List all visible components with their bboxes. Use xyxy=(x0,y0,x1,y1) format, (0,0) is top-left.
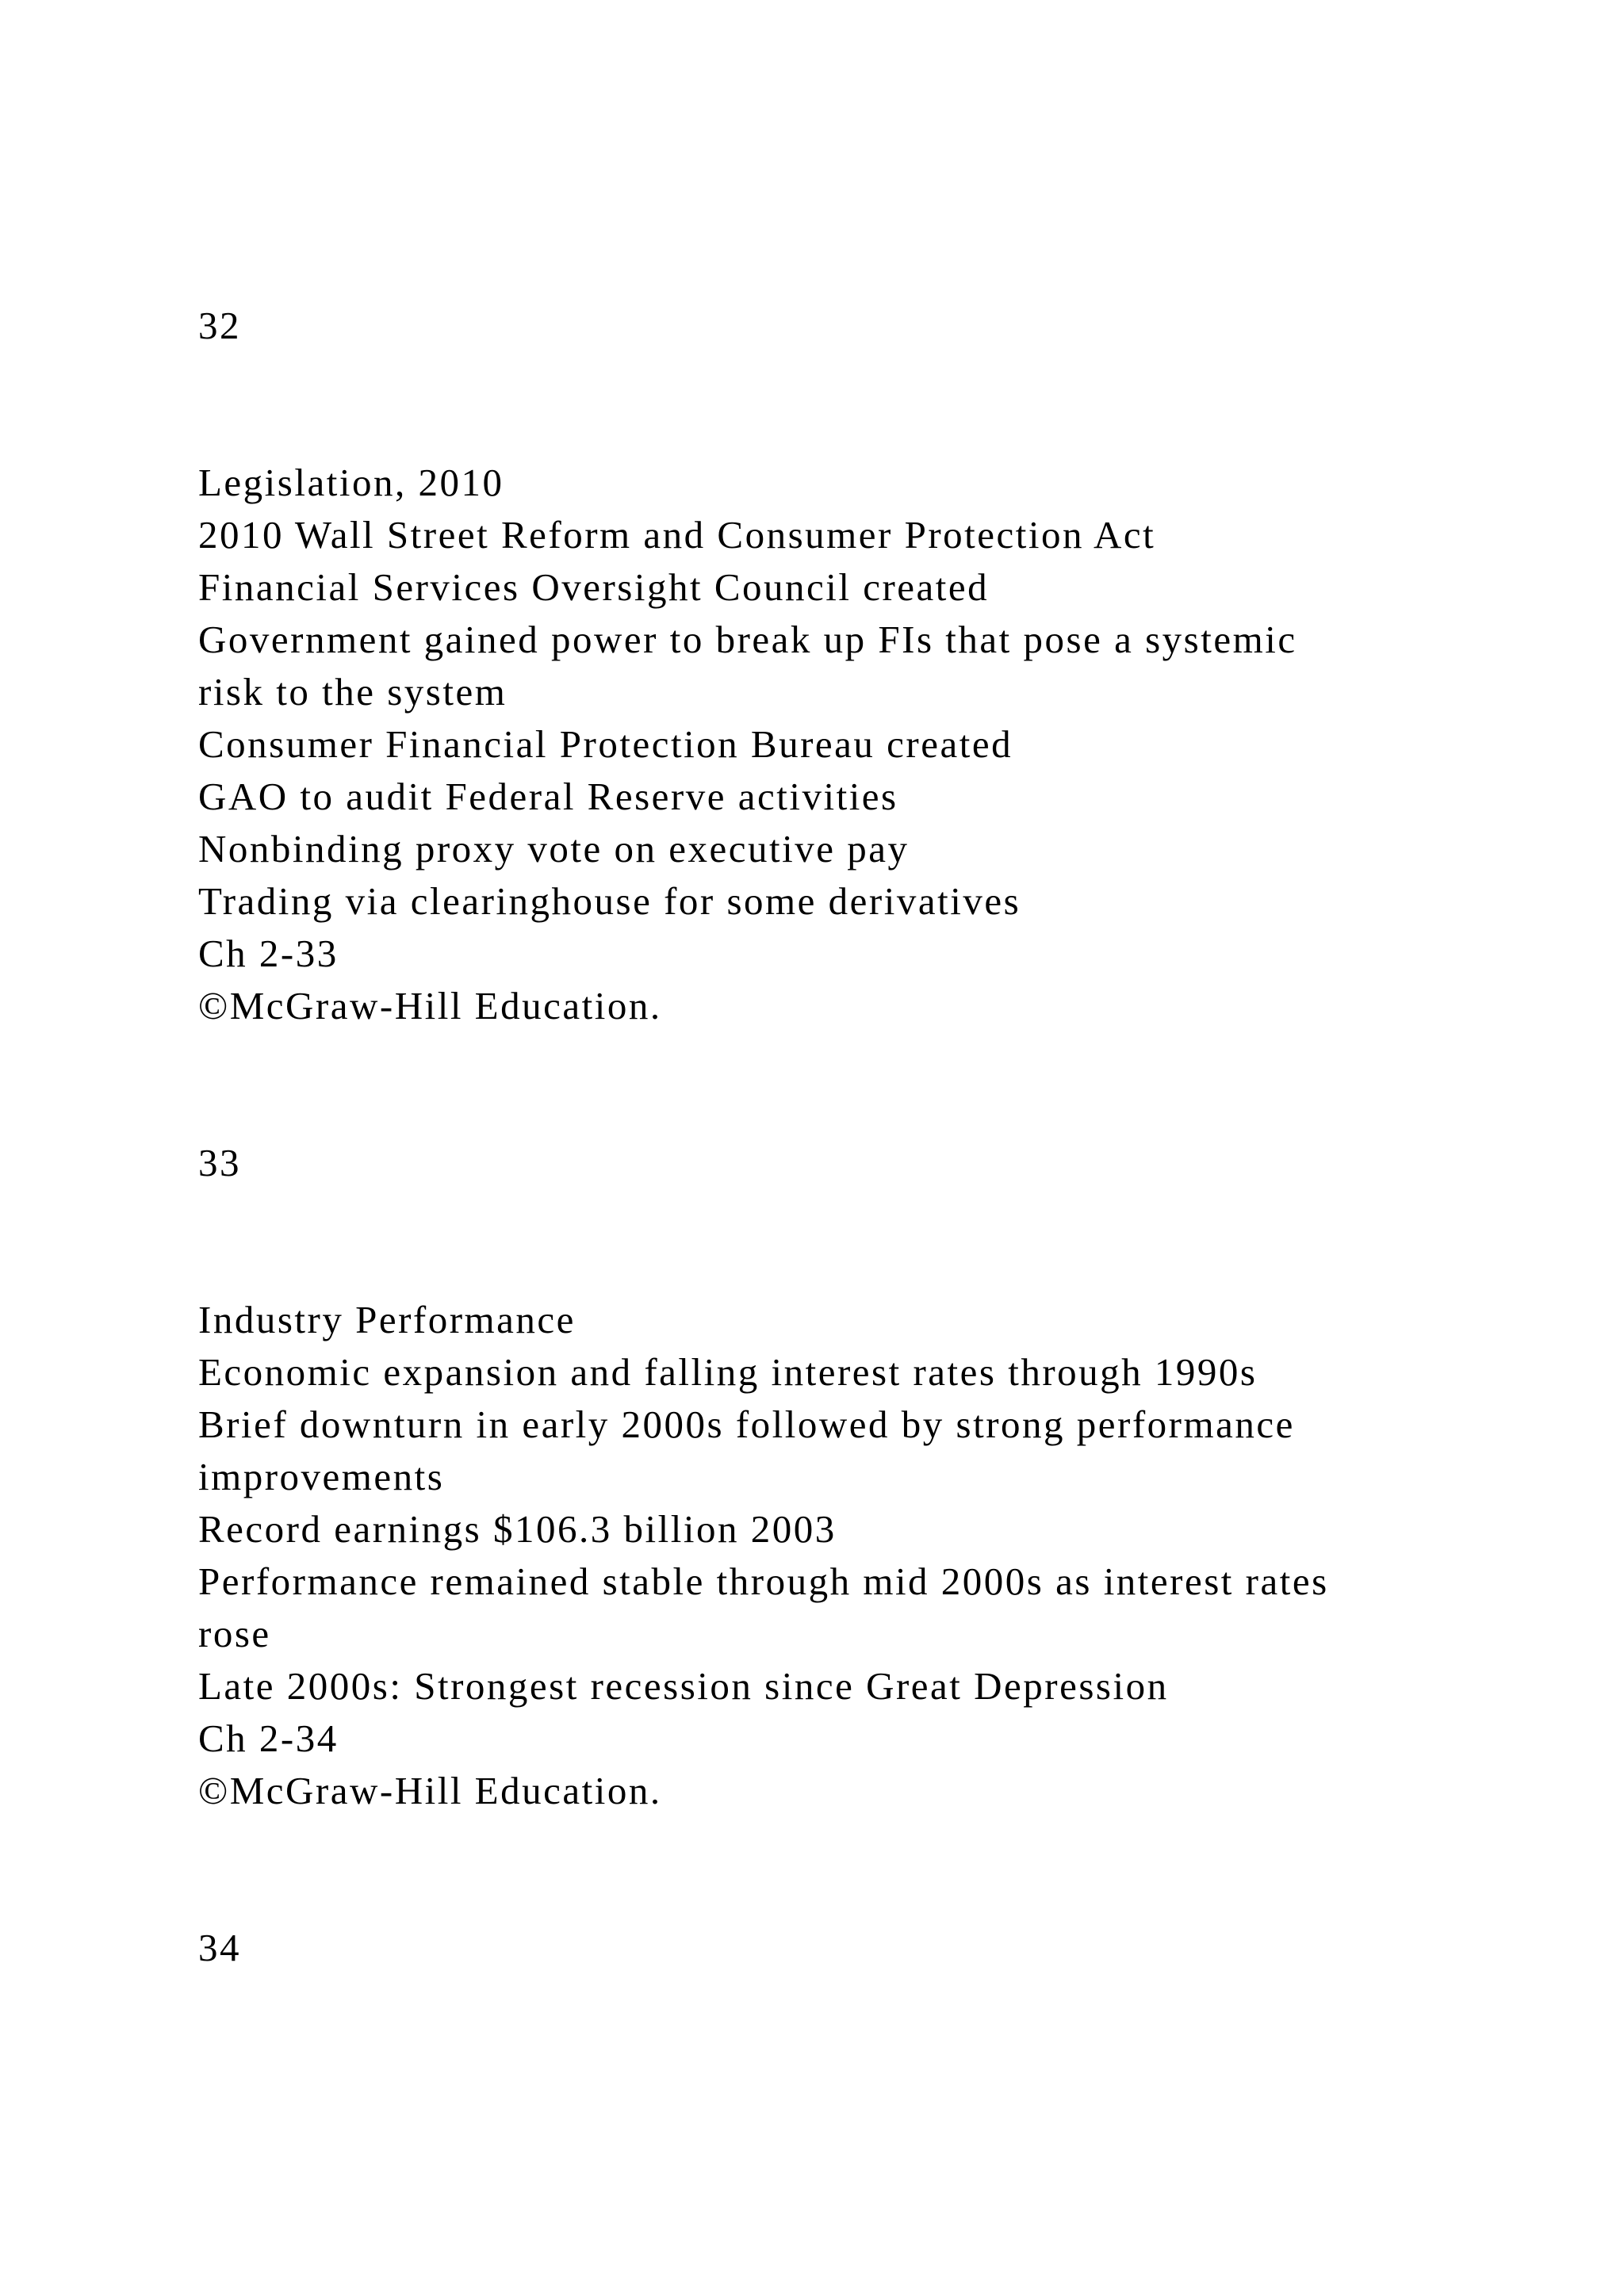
section-heading: Legislation, 2010 xyxy=(198,461,504,504)
slide-number: 32 xyxy=(198,304,241,347)
body-line: Trading via clearinghouse for some derivatives xyxy=(198,879,1021,923)
copyright-line: ©McGraw-Hill Education. xyxy=(198,1769,662,1812)
body-line: Record earnings $106.3 billion 2003 xyxy=(198,1507,837,1551)
body-line: Late 2000s: Strongest recession since Great Depression xyxy=(198,1664,1169,1708)
section-heading: Industry Performance xyxy=(198,1298,576,1341)
body-line: Performance remained stable through mid 2000s as interest rates xyxy=(198,1559,1329,1603)
slide-reference: Ch 2-34 xyxy=(198,1716,339,1760)
body-line: GAO to audit Federal Reserve activities xyxy=(198,775,898,818)
body-line: Brief downturn in early 2000s followed by strong performance xyxy=(198,1402,1295,1446)
body-line: 2010 Wall Street Reform and Consumer Protection Act xyxy=(198,513,1156,557)
body-line: Financial Services Oversight Council created xyxy=(198,565,990,609)
body-line: risk to the system xyxy=(198,670,508,714)
body-line: Consumer Financial Protection Bureau created xyxy=(198,722,1013,766)
slide-reference: Ch 2-33 xyxy=(198,932,339,975)
copyright-line: ©McGraw-Hill Education. xyxy=(198,984,662,1027)
slide-number: 33 xyxy=(198,1141,241,1184)
body-line: Economic expansion and falling interest rates through 1990s xyxy=(198,1350,1258,1394)
slide-number: 34 xyxy=(198,1926,241,1969)
body-line: Nonbinding proxy vote on executive pay xyxy=(198,827,910,871)
body-line: Government gained power to break up FIs that pose a systemic xyxy=(198,618,1297,661)
body-line: improvements xyxy=(198,1455,445,1498)
body-line: rose xyxy=(198,1612,271,1655)
